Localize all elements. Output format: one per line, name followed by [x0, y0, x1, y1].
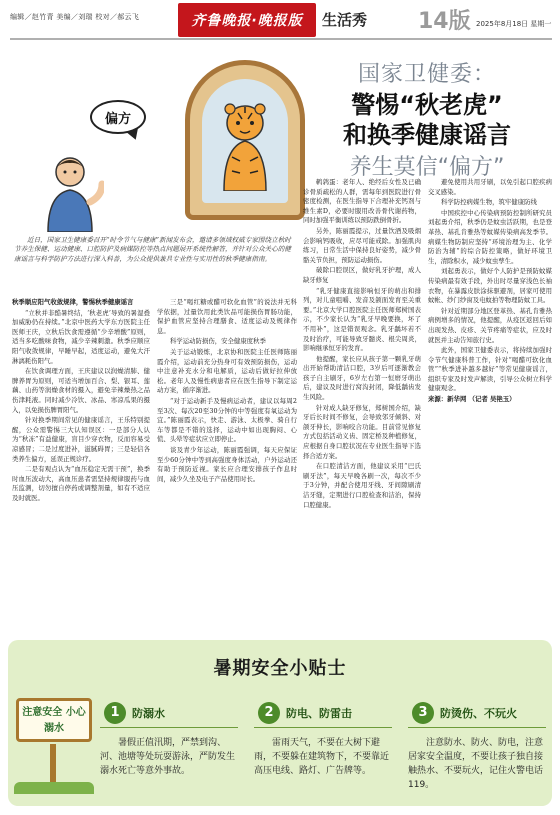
- headline-title-line2: 和换季健康谣言: [343, 121, 511, 149]
- article-paragraph: 关于运动锻炼，北京协和医院主任医师陈丽霞介绍，运动前充分热身可有效预防损伤，运动中注意补充水分和电解质，运动后做好拉伸放松。老年人及慢性病患者应在医生指导下制定运动方案，循序渐进。: [157, 347, 297, 395]
- tip-body: 雷雨天气，不要在大树下避雨，不要躲在建筑物下，不要靠近高压电线、路灯、广告牌等。: [254, 738, 390, 776]
- article-byline: 来源：新华网 （记者 吴艳玉）: [428, 395, 516, 404]
- person-illustration: [34, 154, 104, 232]
- article-paragraph: 针对近期部分地区登革热、基孔肯雅热病例增多的情况，他提醒，从疫区返回后如出现发热、皮疹、关节疼痛等症状，应及时就医并主动告知旅行史。: [428, 306, 552, 344]
- page-number: 14版: [418, 9, 471, 34]
- tip-label: 防烫伤、不玩火: [440, 707, 517, 720]
- newspaper-logo: 齐鲁晚报·晚报版: [178, 3, 316, 37]
- article-paragraph: 另外，陈丽霞提示，过量饮酒及吸烟会影响钙吸收，应尽可能戒除。加强肌肉练习，日常生活中保持良好姿势，减少骨骼关节负担，预防运动损伤。: [303, 226, 421, 264]
- speech-bubble: 偏方: [90, 100, 146, 134]
- article-column-4: [428, 178, 552, 634]
- safety-tip-header: [254, 698, 392, 728]
- tip-body: 注意防水、防火、防电，注意居家安全温度，不要让孩子独自接触热水、不要玩火，记住火警电话119。: [408, 738, 544, 790]
- article-paragraph: 中国疾控中心传染病预防控制所研究员刘起勇介绍，秋季仍是蚊虫活跃期，也是登革热、基孔肯雅热等蚊媒传染病高发季节。病媒生物防制应坚持“环境治理为主、化学防治为辅”的综合防控策略，做好环境卫生，清除积水，减少蚊虫孳生。: [428, 208, 552, 265]
- article-paragraph: 破除口腔误区，做好乳牙护理，成人缺牙修复: [303, 266, 421, 284]
- masthead-divider: [10, 38, 552, 40]
- article-paragraph: 谈及青少年运动，陈丽霞强调，每天应保证至少60分钟中等到高强度身体活动，户外运动还有助于预防近视。家长应合理安排孩子作息时间，减少久坐及电子产品使用时长。: [157, 445, 297, 483]
- article-paragraph: 在饮食调理方面，王庆建议以润燥清肺、健脾养胃为原则，可适当增加百合、梨、银耳、莲藕、山药等润燥食材的摄入，避免辛辣燥热之品伤津耗液。同时减少冷饮、冰品、寒凉瓜果的摄入，以免损伤脾胃阳气。: [12, 367, 150, 414]
- article-illustration: [10, 44, 310, 232]
- article-paragraph: 针对成人缺牙修复，郑树国介绍，缺牙后长时间不修复，会导致邻牙倾斜、对颌牙伸长，影响咬合功能。目前常见修复方式包括活动义齿、固定桥及种植修复，应根据自身口腔状况在专业医生指导下选择合适方案。: [303, 403, 421, 460]
- article-paragraph: 刘起勇表示，做好个人防护是预防蚊媒传染病最有效手段，外出时尽量穿浅色长袖衣物，在暴露皮肤涂抹驱避剂，居家可使用蚊帐、纱门纱窗及电蚊拍等物理防蚊工具。: [428, 267, 552, 305]
- section-name: 生活秀: [322, 11, 368, 29]
- article-paragraph: 科学运动防损伤，安全健康度秋季: [170, 337, 266, 346]
- mirror-frame: [185, 60, 305, 220]
- article-paragraph: 科学防控病媒生物，筑牢健康防线: [441, 198, 537, 207]
- article-column-1: [12, 298, 150, 634]
- article-column-3: [303, 178, 421, 634]
- safety-tip-2: [254, 698, 392, 800]
- tiger-illustration: [214, 101, 276, 191]
- article-paragraph: 他提醒，家长应从孩子第一颗乳牙萌出开始帮助清洁口腔，3岁后可逐渐教会孩子自主刷牙，6岁左右第一恒磨牙萌出后，建议及时进行窝沟封闭，降低龋齿发生风险。: [303, 354, 421, 402]
- safety-tip-header: [408, 698, 546, 728]
- safety-tip-3: [408, 698, 546, 800]
- article-paragraph: “对于运动新手及慢病运动者，建议以每周2至3次、每次20至30分钟的中等强度有氧运动为宜。”陈丽霞表示，快走、游泳、太极拳、骑自行车等都是不错的选择，运动中如出现胸闷、心慌、头晕等症状应立即停止。: [157, 396, 297, 444]
- headline-kicker: 国家卫健委：: [357, 62, 496, 87]
- tip-number-badge: 1: [104, 702, 126, 724]
- article-column-2: [157, 298, 297, 634]
- tip-body: 暑假正值汛期，严禁到沟、河、池塘等处玩耍游泳，严防发生溺水死亡等意外事故。: [100, 738, 236, 776]
- article-paragraph: 此外，国家卫健委表示，将持续加强时令节气健康科普工作，针对“喝醋可软化血管”“秋季进补越多越好”等常见健康谣言，组织专家及时发声解读，引导公众树立科学健康观念。: [428, 346, 552, 393]
- masthead: [0, 0, 560, 44]
- tip-number-badge: 2: [258, 702, 280, 724]
- article-paragraph: 三是“喝红糖或醋可软化血管”的说法并无科学依据，过量饮用此类饮品可能损伤胃肠功能，保护血管应坚持合理膳食、适度运动及规律作息。: [157, 298, 297, 335]
- safety-tips-title: 暑期安全小贴士: [213, 658, 347, 679]
- article-paragraph: “乳牙健康直接影响恒牙的萌出和排列，对儿童咀嚼、发音及颌面发育至关重要。”北京大学口腔医院主任医师郑树国表示，不少家长认为“乳牙早晚要换，坏了不用补”，这是错误观念。乳牙龋坏若不及时治疗，可能导致牙髓炎、根尖周炎，影响继承恒牙的发育。: [303, 286, 421, 353]
- issue-date: 2025年8月18日 星期一: [476, 20, 552, 28]
- article-paragraph: 针对换季期间常见的健康谣言，王乐特别提醒，公众需警惕三大认知误区：一是部分人认为“秋冻”有益健康，盲目少穿衣物，反而容易受凉感冒；二是过度进补，滋腻碍胃；三是轻信各类养生偏方，延误正规诊疗。: [12, 416, 150, 463]
- tip-label: 防电、防雷击: [286, 707, 352, 720]
- grass-decoration: [14, 782, 94, 794]
- article-paragraph: “立秋并非酷暑终结，‘秋老虎’导致的暑湿叠加威胁仍在持续。”北京中医药大学东方医院主任医师王庆，立秋后饮食需遵循“少辛增酸”原则，适当多吃酸味食物，减少辛辣刺激。秋季应顺应阳气收敛规律，早睡早起，适度运动，避免大汗淋漓耗伤阳气。: [12, 308, 150, 365]
- article-paragraph: 避免使用共用牙刷，以免引起口腔疾病交叉感染。: [428, 178, 552, 196]
- tip-number-badge: 3: [412, 702, 434, 724]
- mirror-glass: [202, 79, 288, 203]
- safety-tip-header: [100, 698, 238, 728]
- article-paragraph: 鹌鹑蛋：老年人、绝经后女性及已确诊骨质疏松的人群，需每年到医院进行骨密度检测，在医生指导下合理补充钙剂与维生素D，必要时服用改善骨代谢药物，同时加强平衡训练以预防跌倒骨折。: [303, 178, 421, 225]
- warning-sign-board: 注意安全 小心溺水: [16, 698, 92, 742]
- column-subheading: 秋季顺应阳气收敛规律，警惕秋季健康谣言: [12, 298, 134, 306]
- editor-credits: 编辑／赵竹青 美编／刘瑞 校对／郝云飞: [10, 13, 140, 21]
- safety-tip-1: [100, 698, 238, 800]
- article-paragraph: 二是有观点认为“血压稳定无需干预”，换季时血压波动大，高血压患者需坚持规律服药与血压监测，切勿擅自停药或调整剂量，如有不适应及时就医。: [12, 465, 150, 502]
- headline-block: [296, 60, 558, 182]
- headline-title-line1: 警惕“秋老虎”: [351, 91, 503, 119]
- tip-label: 防溺水: [132, 707, 165, 720]
- safety-tips-box: [8, 640, 552, 806]
- speech-bubble-tail: [127, 128, 142, 142]
- warning-sign-illustration: [14, 696, 94, 796]
- article-lead: 近日，国家卫生健康委召开“时令节气与健康”新闻发布会，邀请多领域权威专家围绕立秋时节养生保健、运动健康、口腔防护及病媒防控等热点问题展开系统性解答，并针对公众关心的健康谣言与科学防护方法进行深入科普，为公众提供兼具专业性与实用性的秋季健康指南。: [14, 236, 291, 263]
- article-paragraph: 在口腔清洁方面，他建议采用“巴氏刷牙法”，每天早晚各刷一次，每次不少于3分钟，并配合使用牙线、牙间隙刷清洁牙缝，定期进行口腔检查和洁治，保持口腔健康。: [303, 462, 421, 509]
- headline-subtitle: 养生莫信“偏方”: [349, 155, 505, 180]
